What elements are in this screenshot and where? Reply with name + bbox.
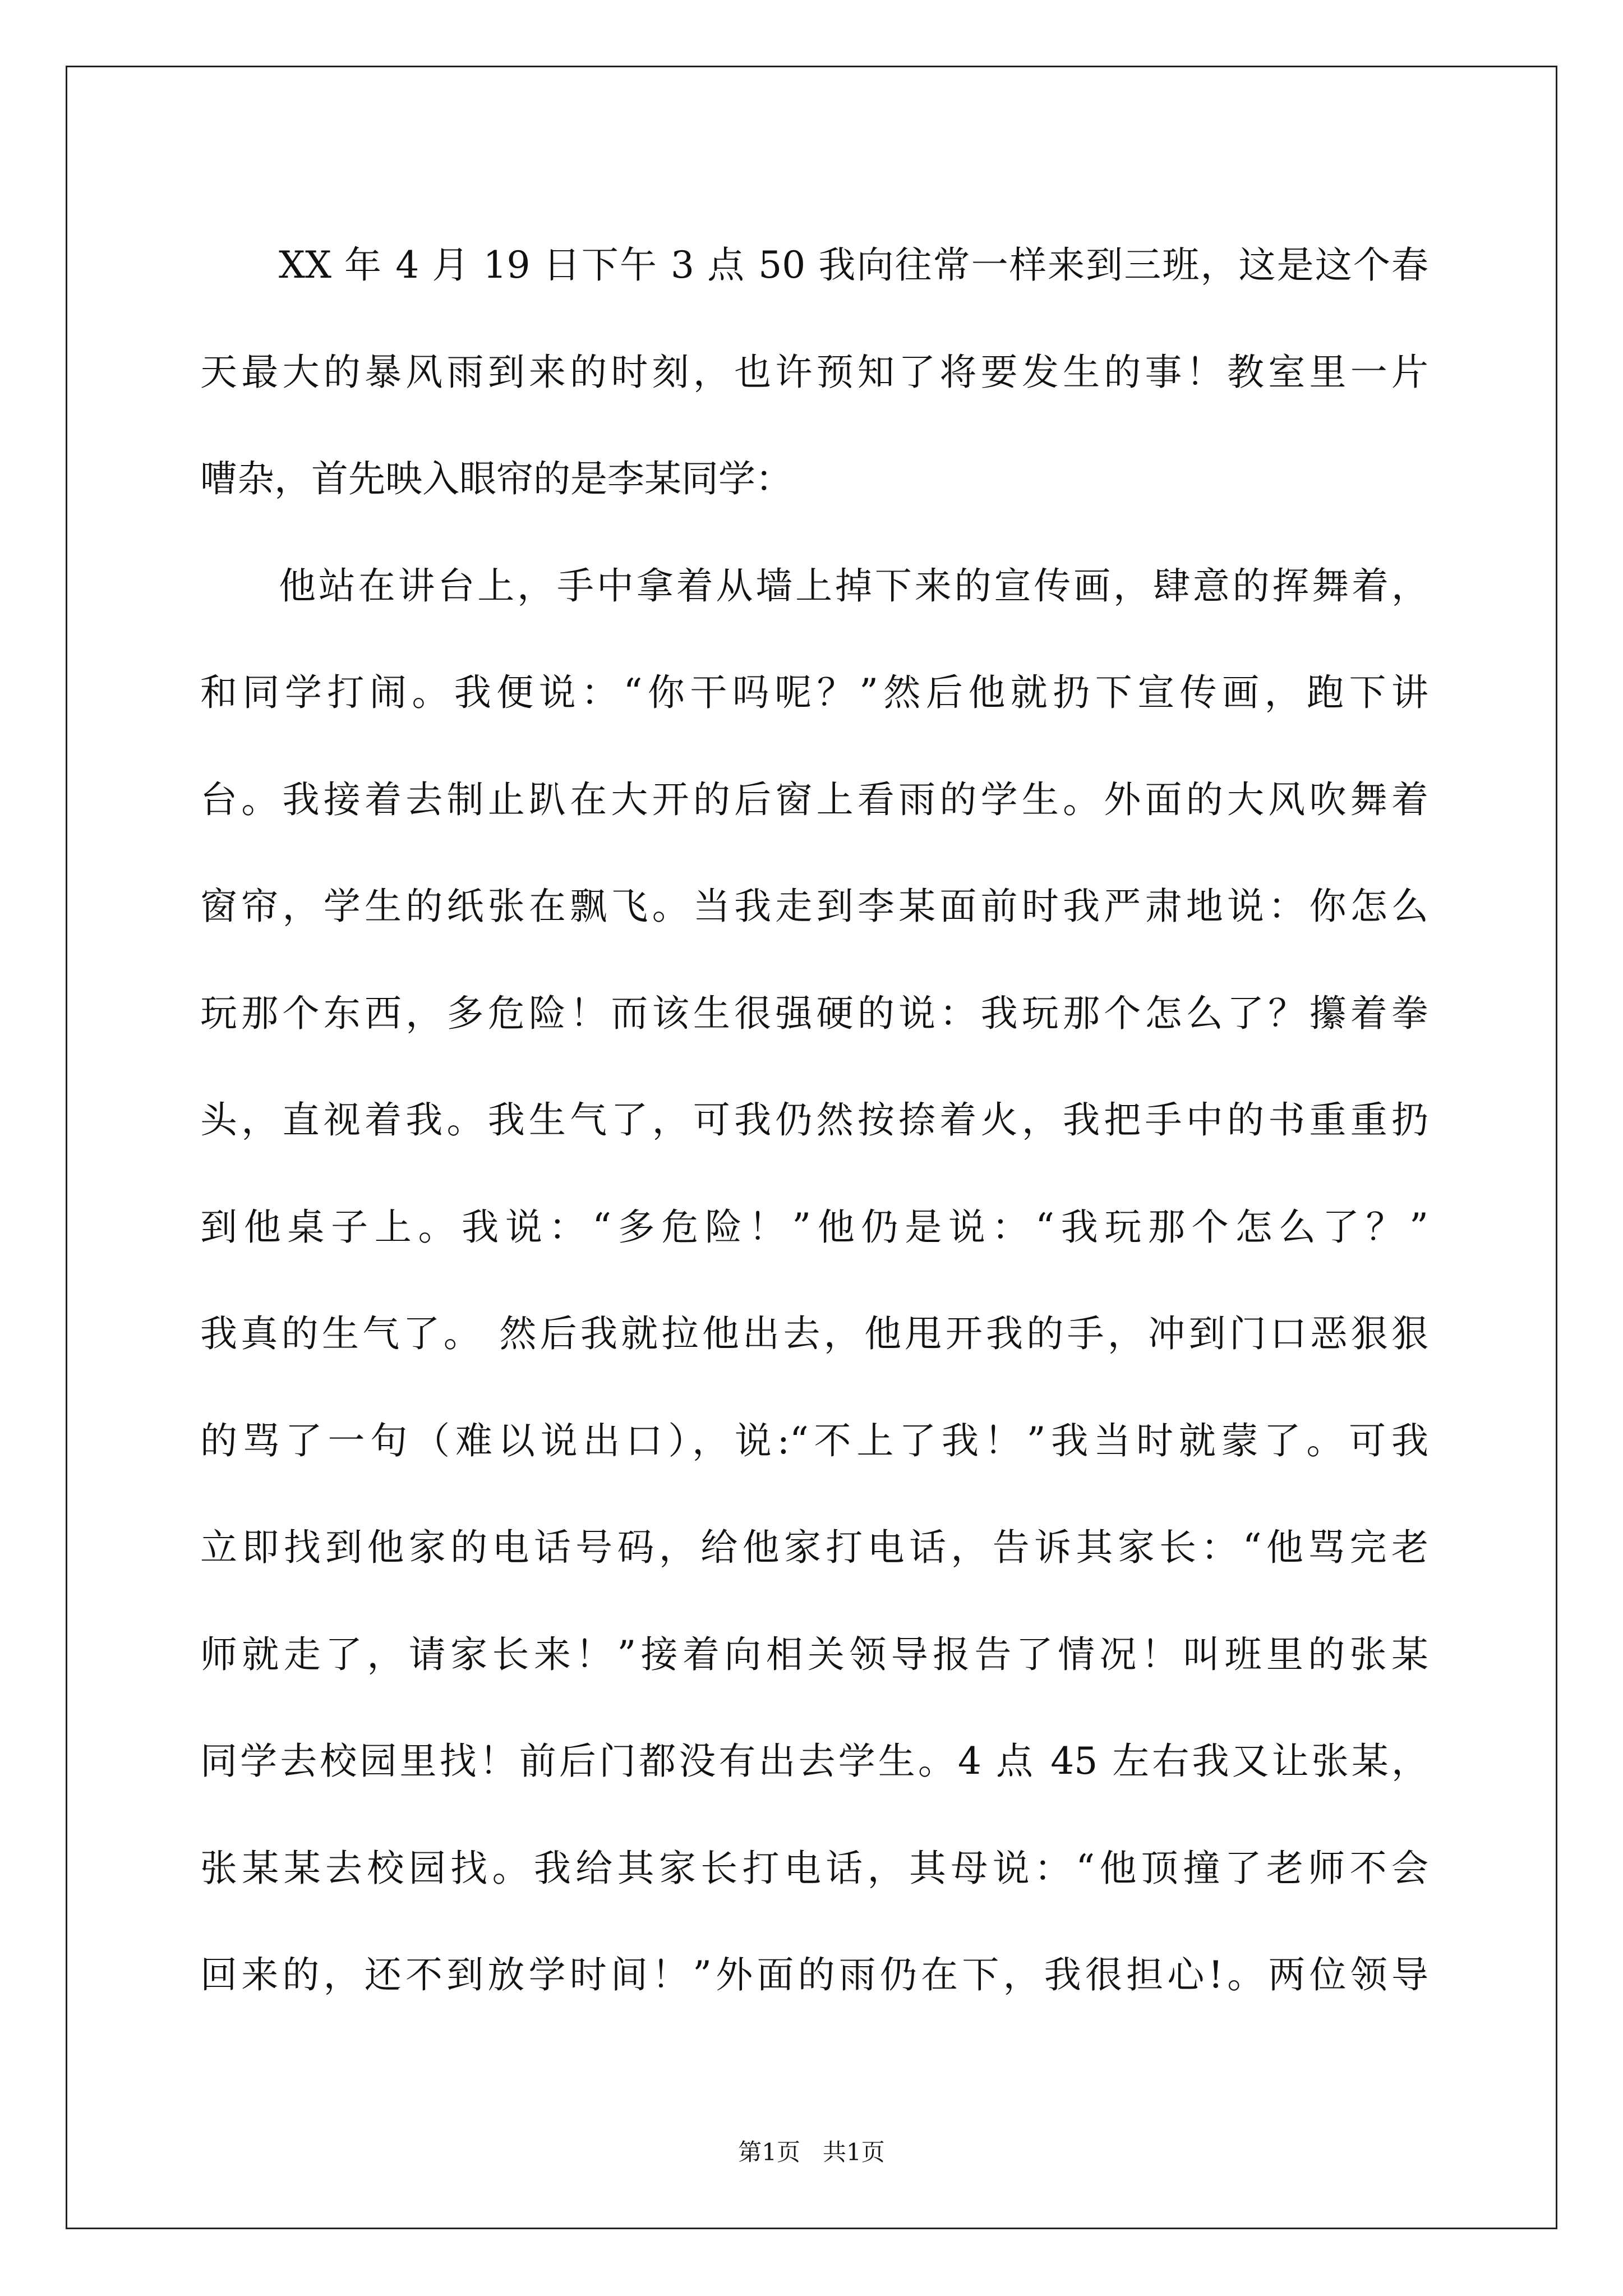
page-footer: 第1页 共1页: [738, 2138, 885, 2166]
text-line: 和同学打闹。我便说：“你干吗呢？”然后他就扔下宣传画，跑下讲: [200, 671, 1428, 714]
text-line: 天最大的暴风雨到来的时刻，也许预知了将要发生的事！教室里一片: [200, 350, 1428, 394]
text-line: 头，直视着我。我生气了，可我仍然按捺着火，我把手中的书重重扔: [200, 1098, 1428, 1142]
text-line: 的骂了一句（难以说出口），说:“不上了我！”我当时就蒙了。可我: [200, 1419, 1428, 1462]
text-line: 立即找到他家的电话号码，给他家打电话，告诉其家长：“他骂完老: [200, 1526, 1428, 1569]
document-body: [200, 212, 1428, 2029]
text-line: 他站在讲台上，手中拿着从墙上掉下来的宣传画，肆意的挥舞着，: [279, 564, 1428, 608]
text-line: XX 年 4 月 19 日下午 3 点 50 我向往常一样来到三班，这是这个春: [279, 243, 1428, 287]
text-line: 嘈杂，首先映入眼帘的是李某同学：: [200, 457, 792, 500]
text-line: 回来的，还不到放学时间！”外面的雨仍在下，我很担心!。两位领导: [200, 1953, 1428, 1996]
text-line: 到他桌子上。我说：“多危险！”他仍是说：“我玩那个怎么了？”: [200, 1205, 1428, 1249]
text-line: 窗帘，学生的纸张在飘飞。当我走到李某面前时我严肃地说：你怎么: [200, 885, 1428, 928]
text-line: 师就走了，请家长来！”接着向相关领导报告了情况！叫班里的张某: [200, 1632, 1428, 1676]
text-line: 台。我接着去制止趴在大开的后窗上看雨的学生。外面的大风吹舞着: [200, 777, 1428, 821]
text-line: 同学去校园里找！前后门都没有出去学生。4 点 45 左右我又让张某，: [200, 1740, 1428, 1783]
text-line: 玩那个东西，多危险！而该生很强硬的说：我玩那个怎么了？攥着拳: [200, 991, 1428, 1035]
text-line: 张某某去校园找。我给其家长打电话，其母说：“他顶撞了老师不会: [200, 1846, 1428, 1890]
text-line: 我真的生气了。 然后我就拉他出去，他甩开我的手，冲到门口恶狠狠: [200, 1312, 1428, 1355]
